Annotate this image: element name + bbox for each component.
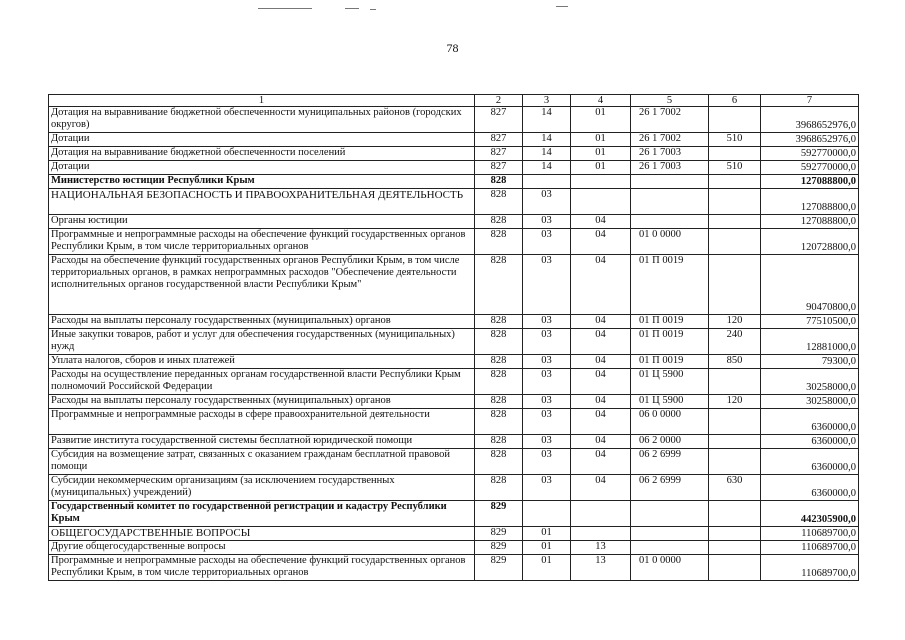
amount: 592770000,0 <box>761 147 859 161</box>
column-number: 3 <box>523 95 571 107</box>
subsection-code <box>571 527 631 541</box>
target-article-code: 01 Ц 5900 <box>631 395 709 409</box>
section-code: 03 <box>523 355 571 369</box>
ministry-code: 829 <box>475 527 523 541</box>
expense-type-code <box>709 501 761 527</box>
subsection-code: 04 <box>571 329 631 355</box>
subsection-code: 04 <box>571 409 631 435</box>
subsection-code: 04 <box>571 395 631 409</box>
section-code: 03 <box>523 315 571 329</box>
expense-type-code: 120 <box>709 395 761 409</box>
ministry-code: 829 <box>475 555 523 581</box>
expense-type-code: 510 <box>709 161 761 175</box>
expense-type-code: 240 <box>709 329 761 355</box>
amount: 6360000,0 <box>761 449 859 475</box>
ministry-code: 829 <box>475 541 523 555</box>
amount: 120728800,0 <box>761 229 859 255</box>
table-row <box>49 527 859 541</box>
subsection-code: 04 <box>571 449 631 475</box>
section-code <box>523 175 571 189</box>
section-code: 01 <box>523 541 571 555</box>
expense-type-code <box>709 107 761 133</box>
target-article-code: 26 1 7003 <box>631 161 709 175</box>
amount: 12881000,0 <box>761 329 859 355</box>
subsection-code: 04 <box>571 315 631 329</box>
expense-type-code <box>709 409 761 435</box>
table-row <box>49 147 859 161</box>
expense-name: Программные и непрограммные расходы в сфере правоохранительной деятельности <box>49 409 475 435</box>
amount: 127088800,0 <box>761 189 859 215</box>
table-row <box>49 133 859 147</box>
scan-artifact <box>258 8 312 9</box>
expense-name: Дотация на выравнивание бюджетной обеспеченности поселений <box>49 147 475 161</box>
target-article-code <box>631 175 709 189</box>
expense-name: Дотация на выравнивание бюджетной обеспеченности муниципальных районов (городских округов) <box>49 107 475 133</box>
table-row <box>49 175 859 189</box>
expense-name: Другие общегосударственные вопросы <box>49 541 475 555</box>
section-code: 03 <box>523 409 571 435</box>
section-code: 03 <box>523 255 571 315</box>
section-code: 14 <box>523 161 571 175</box>
section-code: 03 <box>523 475 571 501</box>
expense-name: Субсидии некоммерческим организациям (за исключением государственных (муниципальных) учреждений) <box>49 475 475 501</box>
target-article-code <box>631 527 709 541</box>
expense-name: Расходы на обеспечение функций государственных органов Республики Крым, в том числе территориальных органов, в рамках непрограммных расходов "Обеспечение деятельности исполнительных органов государственной власти Республики Крым" <box>49 255 475 315</box>
page-number: 78 <box>446 41 459 55</box>
ministry-code: 828 <box>475 229 523 255</box>
subsection-code: 01 <box>571 161 631 175</box>
table-row <box>49 215 859 229</box>
subsection-code: 01 <box>571 147 631 161</box>
ministry-code: 828 <box>475 329 523 355</box>
ministry-code: 828 <box>475 475 523 501</box>
expense-name: Субсидия на возмещение затрат, связанных с оказанием гражданам бесплатной правовой помощи <box>49 449 475 475</box>
expense-name: Развитие института государственной системы бесплатной юридической помощи <box>49 435 475 449</box>
table-row <box>49 501 859 527</box>
expense-name: Иные закупки товаров, работ и услуг для обеспечения государственных (муниципальных) нужд <box>49 329 475 355</box>
expense-name: Программные и непрограммные расходы на обеспечение функций государственных органов Республики Крым, в том числе территориальных органов <box>49 555 475 581</box>
target-article-code <box>631 541 709 555</box>
expense-type-code: 510 <box>709 133 761 147</box>
ministry-code: 828 <box>475 215 523 229</box>
expense-name: Государственный комитет по государственной регистрации и кадастру Республики Крым <box>49 501 475 527</box>
expense-name: Уплата налогов, сборов и иных платежей <box>49 355 475 369</box>
amount: 30258000,0 <box>761 369 859 395</box>
ministry-code: 828 <box>475 315 523 329</box>
subsection-code <box>571 189 631 215</box>
section-code: 03 <box>523 395 571 409</box>
target-article-code: 06 2 0000 <box>631 435 709 449</box>
amount: 6360000,0 <box>761 435 859 449</box>
ministry-code: 828 <box>475 255 523 315</box>
expense-type-code: 630 <box>709 475 761 501</box>
amount: 110689700,0 <box>761 527 859 541</box>
table-row <box>49 107 859 133</box>
column-number: 7 <box>761 95 859 107</box>
expense-type-code: 850 <box>709 355 761 369</box>
ministry-code: 829 <box>475 501 523 527</box>
column-number: 5 <box>631 95 709 107</box>
subsection-code: 01 <box>571 133 631 147</box>
column-number: 4 <box>571 95 631 107</box>
table-row <box>49 369 859 395</box>
amount: 592770000,0 <box>761 161 859 175</box>
section-code: 14 <box>523 133 571 147</box>
subsection-code: 13 <box>571 541 631 555</box>
subsection-code <box>571 501 631 527</box>
table-row <box>49 395 859 409</box>
target-article-code <box>631 215 709 229</box>
ministry-code: 828 <box>475 395 523 409</box>
target-article-code: 01 П 0019 <box>631 355 709 369</box>
subsection-code: 04 <box>571 255 631 315</box>
ministry-code: 827 <box>475 107 523 133</box>
ministry-code: 827 <box>475 133 523 147</box>
section-code: 03 <box>523 189 571 215</box>
ministry-code: 828 <box>475 369 523 395</box>
table-row <box>49 409 859 435</box>
table-row <box>49 355 859 369</box>
scan-artifact <box>556 6 568 7</box>
expense-name: Дотации <box>49 133 475 147</box>
expense-name: Расходы на выплаты персоналу государственных (муниципальных) органов <box>49 395 475 409</box>
section-code: 03 <box>523 435 571 449</box>
table-row <box>49 475 859 501</box>
expense-name: ОБЩЕГОСУДАРСТВЕННЫЕ ВОПРОСЫ <box>49 527 475 541</box>
expense-name: Расходы на выплаты персоналу государственных (муниципальных) органов <box>49 315 475 329</box>
expense-type-code <box>709 527 761 541</box>
subsection-code: 04 <box>571 475 631 501</box>
subsection-code: 04 <box>571 355 631 369</box>
column-number: 1 <box>49 95 475 107</box>
target-article-code: 06 0 0000 <box>631 409 709 435</box>
expense-name: Программные и непрограммные расходы на обеспечение функций государственных органов Республики Крым, в том числе территориальных органов <box>49 229 475 255</box>
section-code: 03 <box>523 229 571 255</box>
table-row <box>49 435 859 449</box>
ministry-code: 827 <box>475 147 523 161</box>
target-article-code: 06 2 6999 <box>631 449 709 475</box>
expense-type-code <box>709 255 761 315</box>
amount: 442305900,0 <box>761 501 859 527</box>
expense-name: Министерство юстиции Республики Крым <box>49 175 475 189</box>
target-article-code: 06 2 6999 <box>631 475 709 501</box>
expense-type-code <box>709 435 761 449</box>
target-article-code: 26 1 7002 <box>631 133 709 147</box>
subsection-code: 04 <box>571 215 631 229</box>
amount: 90470800,0 <box>761 255 859 315</box>
subsection-code: 04 <box>571 435 631 449</box>
amount: 3968652976,0 <box>761 107 859 133</box>
amount: 127088800,0 <box>761 215 859 229</box>
column-number: 6 <box>709 95 761 107</box>
amount: 6360000,0 <box>761 475 859 501</box>
expense-type-code <box>709 369 761 395</box>
target-article-code: 01 0 0000 <box>631 229 709 255</box>
table-body <box>49 107 859 581</box>
expense-type-code <box>709 555 761 581</box>
table-row <box>49 229 859 255</box>
ministry-code: 828 <box>475 449 523 475</box>
expense-type-code <box>709 229 761 255</box>
expense-type-code <box>709 215 761 229</box>
section-code: 03 <box>523 449 571 475</box>
subsection-code <box>571 175 631 189</box>
table-row <box>49 449 859 475</box>
section-code: 14 <box>523 107 571 133</box>
subsection-code: 04 <box>571 229 631 255</box>
target-article-code: 01 Ц 5900 <box>631 369 709 395</box>
amount: 3968652976,0 <box>761 133 859 147</box>
section-code <box>523 501 571 527</box>
amount: 6360000,0 <box>761 409 859 435</box>
expense-name: Дотации <box>49 161 475 175</box>
budget-table <box>48 94 859 581</box>
expense-type-code <box>709 449 761 475</box>
expense-type-code <box>709 147 761 161</box>
amount: 127088800,0 <box>761 175 859 189</box>
amount: 79300,0 <box>761 355 859 369</box>
column-number: 2 <box>475 95 523 107</box>
ministry-code: 828 <box>475 409 523 435</box>
table-row <box>49 315 859 329</box>
expense-type-code: 120 <box>709 315 761 329</box>
ministry-code: 828 <box>475 435 523 449</box>
table-row <box>49 555 859 581</box>
table-row <box>49 255 859 315</box>
scan-artifact <box>345 8 359 9</box>
table-row <box>49 541 859 555</box>
amount: 110689700,0 <box>761 555 859 581</box>
section-code: 03 <box>523 329 571 355</box>
expense-name: Расходы на осуществление переданных органам государственной власти Республики Крым полномочий Российской Федерации <box>49 369 475 395</box>
scan-artifact <box>370 9 376 10</box>
expense-name: НАЦИОНАЛЬНАЯ БЕЗОПАСНОСТЬ И ПРАВООХРАНИТЕЛЬНАЯ ДЕЯТЕЛЬНОСТЬ <box>49 189 475 215</box>
expense-name: Органы юстиции <box>49 215 475 229</box>
amount: 77510500,0 <box>761 315 859 329</box>
table-row <box>49 189 859 215</box>
table-row <box>49 161 859 175</box>
target-article-code: 26 1 7003 <box>631 147 709 161</box>
amount: 110689700,0 <box>761 541 859 555</box>
section-code: 01 <box>523 555 571 581</box>
ministry-code: 828 <box>475 189 523 215</box>
target-article-code: 01 П 0019 <box>631 315 709 329</box>
section-code: 01 <box>523 527 571 541</box>
section-code: 03 <box>523 215 571 229</box>
ministry-code: 827 <box>475 161 523 175</box>
ministry-code: 828 <box>475 175 523 189</box>
amount: 30258000,0 <box>761 395 859 409</box>
target-article-code: 01 П 0019 <box>631 255 709 315</box>
section-code: 03 <box>523 369 571 395</box>
expense-type-code <box>709 541 761 555</box>
section-code: 14 <box>523 147 571 161</box>
target-article-code: 01 П 0019 <box>631 329 709 355</box>
table-row <box>49 329 859 355</box>
expense-type-code <box>709 175 761 189</box>
target-article-code <box>631 501 709 527</box>
column-number-row <box>49 95 859 107</box>
subsection-code: 01 <box>571 107 631 133</box>
target-article-code: 26 1 7002 <box>631 107 709 133</box>
expense-type-code <box>709 189 761 215</box>
ministry-code: 828 <box>475 355 523 369</box>
subsection-code: 13 <box>571 555 631 581</box>
target-article-code: 01 0 0000 <box>631 555 709 581</box>
target-article-code <box>631 189 709 215</box>
subsection-code: 04 <box>571 369 631 395</box>
